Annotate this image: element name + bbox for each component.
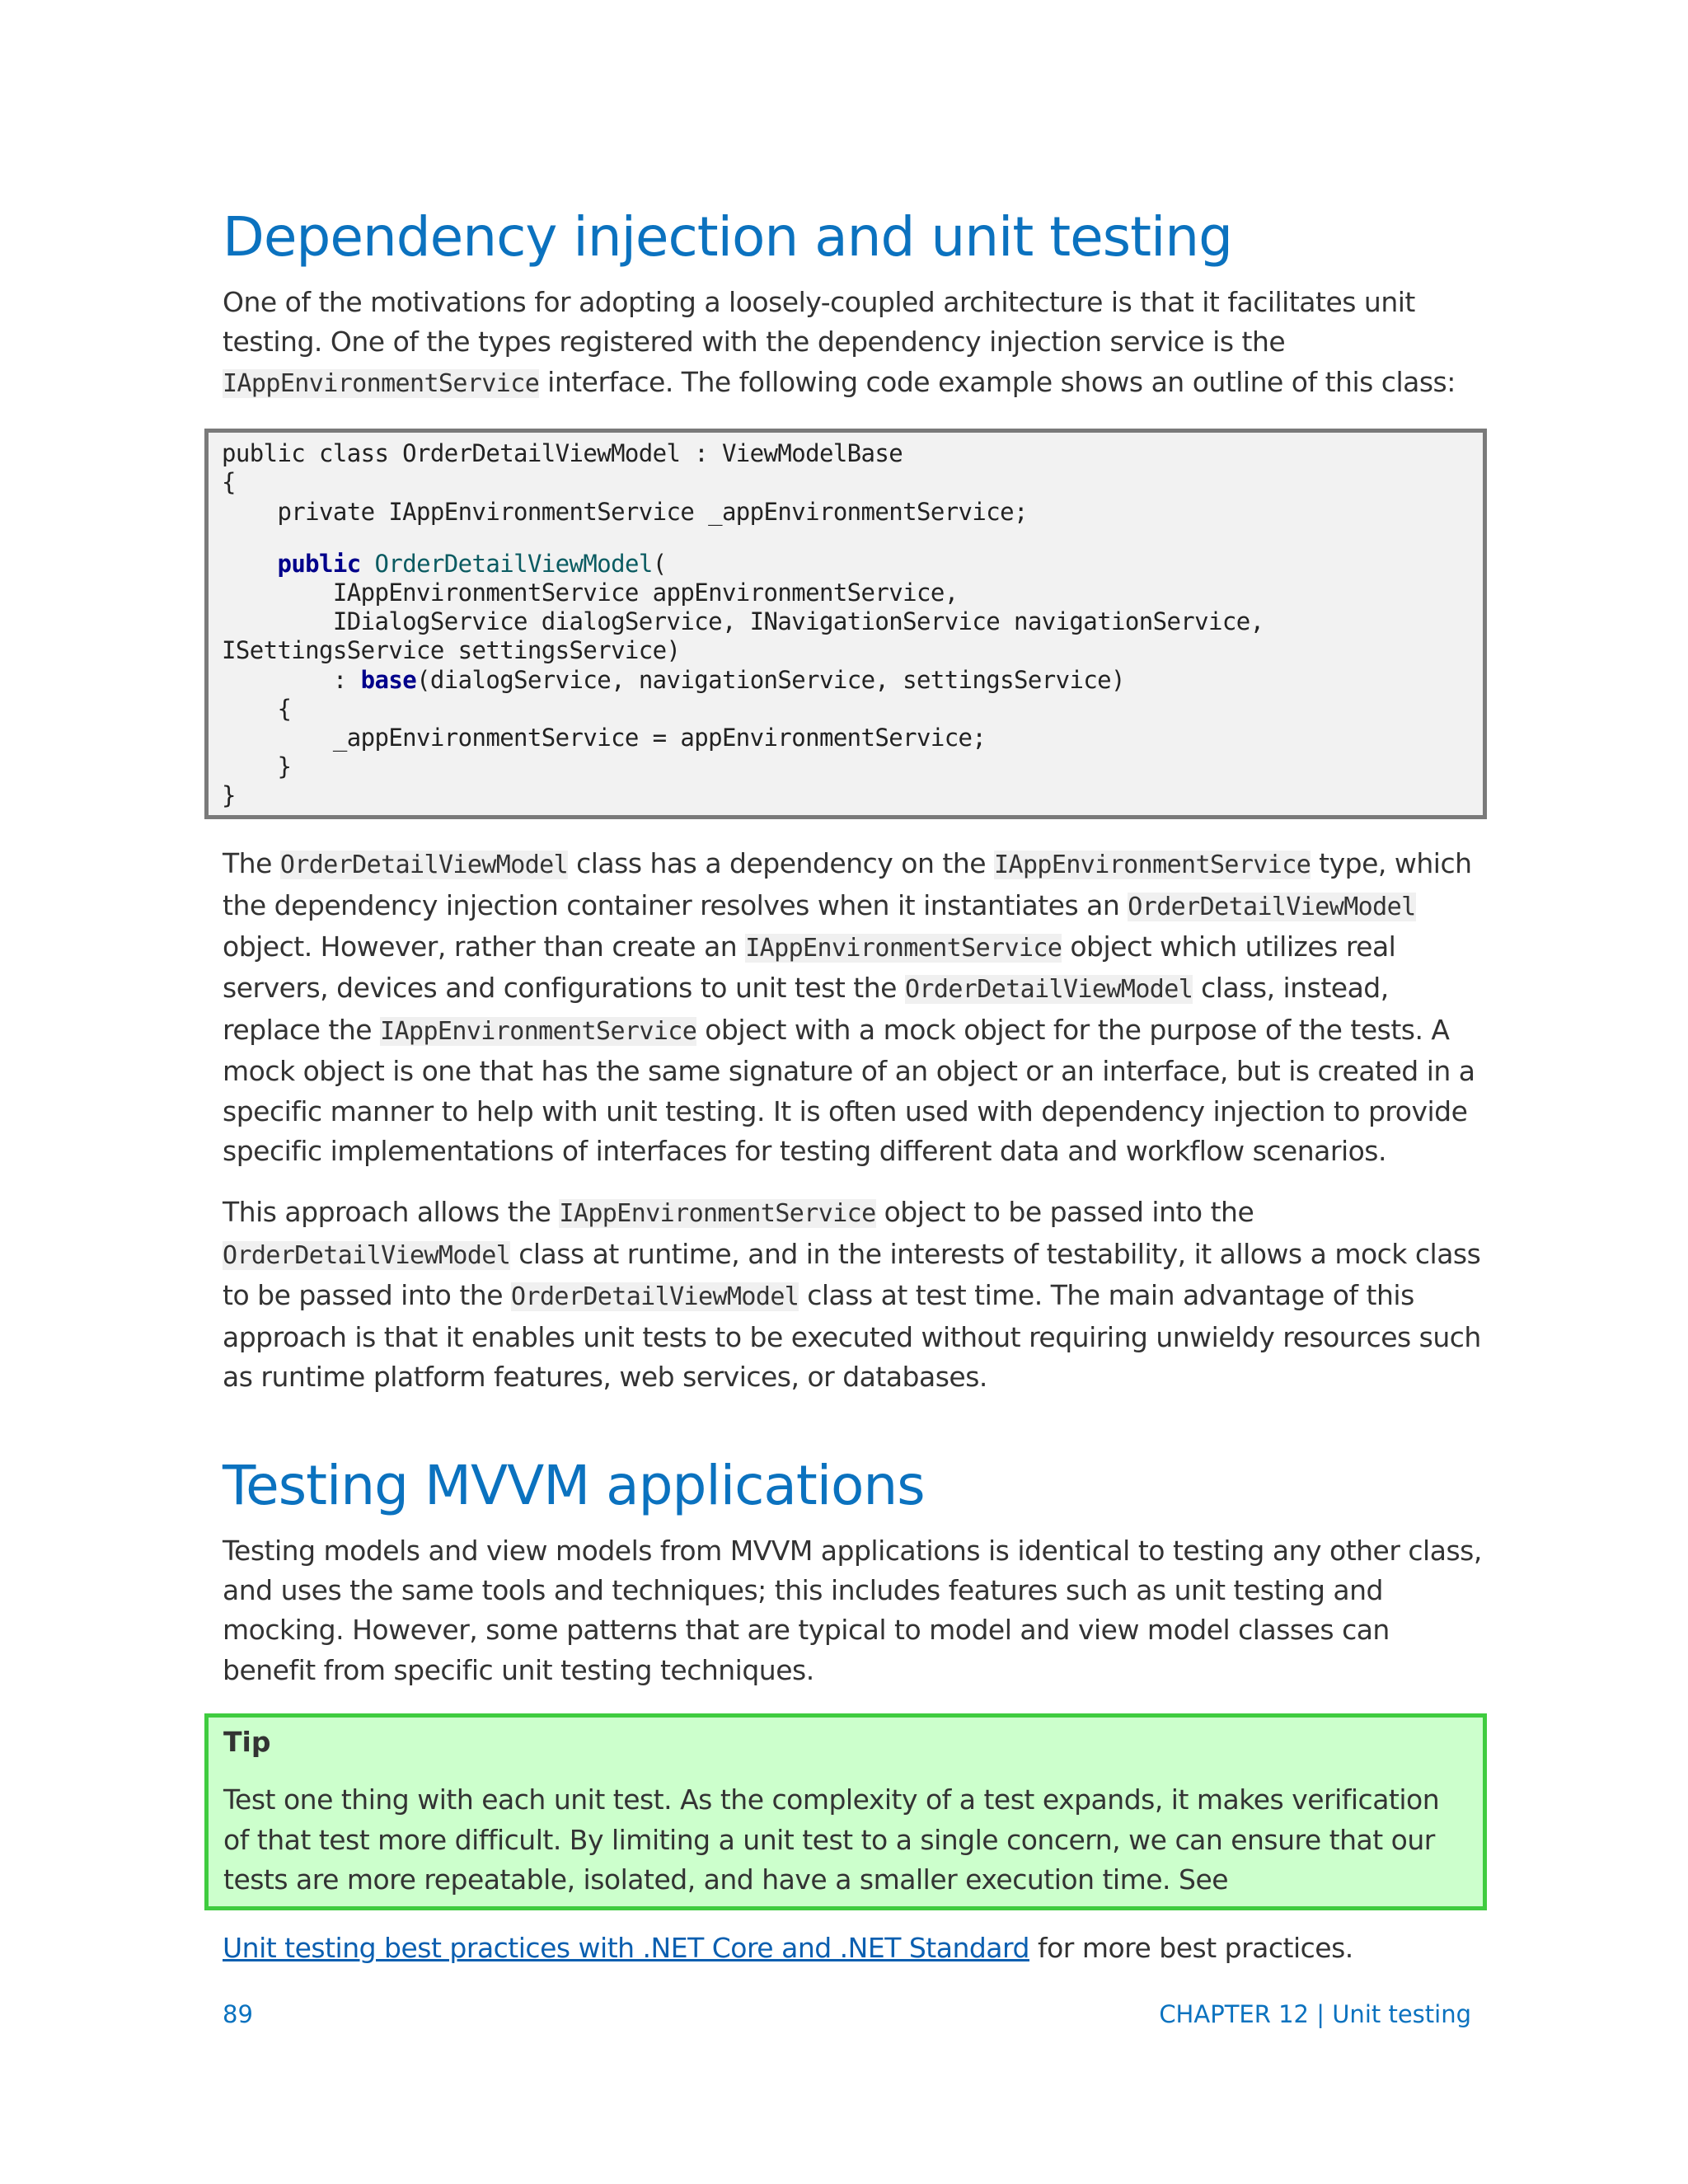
- text-run: One of the motivations for adopting a loosely-coupled architecture is that it facilitates unit testing. One of the types registered with the dependency injection service is the: [223, 286, 1415, 359]
- code-indent: [222, 550, 277, 578]
- page-number: 89: [223, 2000, 253, 2028]
- inline-code: OrderDetailViewModel: [223, 1240, 511, 1270]
- best-practices-link[interactable]: Unit testing best practices with .NET Core and .NET Standard: [223, 1932, 1029, 1965]
- code-keyword: public: [277, 549, 361, 578]
- page-content: [223, 202, 1484, 1969]
- code-space: [361, 550, 375, 578]
- code-line: _appEnvironmentService = appEnvironmentService;: [222, 724, 987, 752]
- code-text: :: [222, 665, 361, 694]
- text-run: class has a dependency on the: [568, 847, 995, 880]
- code-text: (dialogService, navigationService, settingsService): [416, 665, 1125, 694]
- code-line: IDialogService dialogService, INavigationService navigationService,: [222, 607, 1264, 636]
- code-line: public class OrderDetailViewModel : ViewModelBase: [222, 439, 903, 468]
- inline-code: OrderDetailViewModel: [1128, 892, 1416, 921]
- mvvm-paragraph: Testing models and view models from MVVM applications is identical to testing any other class, and uses the same tools and techniques; this includes features such as unit testing and mocking. However, some patterns that are typical to model and view model classes can benefit from specific unit testing techniques.: [223, 1534, 1482, 1686]
- text-run: object with a mock object for the purpose of the tests. A mock object is one that has the same signature of an object or an interface, but is created in a specific manner to help with unit testing. It is often used with dependency injection to provide specific implementations of interfaces for testing different data and workflow scenarios.: [223, 1013, 1475, 1168]
- text-run: object. However, rather than create an: [223, 930, 746, 963]
- text-run: class at test time. The main advantage of this approach is that it enables unit tests to be executed without requiring unwieldy resources such as runtime platform features, web services, or databases.: [223, 1279, 1481, 1394]
- code-text: (: [652, 549, 667, 578]
- code-line: private IAppEnvironmentService _appEnvironmentService;: [222, 497, 1028, 526]
- best-practices-paragraph: [223, 1929, 1484, 1968]
- text-run: class, instead, replace the: [223, 972, 1389, 1046]
- approach-paragraph: [223, 1193, 1484, 1397]
- code-line: ISettingsService settingsService): [222, 636, 681, 665]
- intro-paragraph: [223, 283, 1484, 404]
- text-run: type, which the dependency injection container resolves when it instantiates an: [223, 847, 1472, 921]
- tip-title: Tip: [223, 1726, 271, 1759]
- code-line: IAppEnvironmentService appEnvironmentService,: [222, 579, 959, 607]
- text-run: object which utilizes real servers, devices and configurations to unit test the: [223, 930, 1396, 1005]
- code-line: }: [222, 752, 292, 781]
- tip-box: [204, 1713, 1487, 1910]
- inline-code: IAppEnvironmentService: [994, 851, 1311, 880]
- text-run: for more best practices.: [1029, 1932, 1353, 1965]
- inline-code: OrderDetailViewModel: [904, 975, 1193, 1005]
- inline-code: OrderDetailViewModel: [279, 851, 569, 880]
- code-type: OrderDetailViewModel: [374, 549, 653, 578]
- code-line: }: [222, 781, 236, 810]
- code-keyword: base: [360, 665, 417, 694]
- inline-code: IAppEnvironmentService: [559, 1199, 876, 1229]
- inline-code: IAppEnvironmentService: [223, 368, 540, 398]
- code-line: [222, 550, 1470, 579]
- code-blank-line: [222, 527, 1470, 550]
- code-line: [222, 666, 1470, 695]
- code-line: {: [222, 468, 236, 497]
- text-run: The: [223, 847, 280, 880]
- inline-code: IAppEnvironmentService: [380, 1016, 697, 1046]
- code-block: [204, 429, 1487, 819]
- inline-code: OrderDetailViewModel: [511, 1282, 799, 1312]
- text-run: This approach allows the: [223, 1196, 560, 1229]
- text-run: interface. The following code example shows an outline of this class:: [539, 365, 1456, 398]
- chapter-label: CHAPTER 12 | Unit testing: [1159, 2000, 1471, 2028]
- text-run: object to be passed into the: [875, 1196, 1254, 1229]
- section-heading-dependency-injection: Dependency injection and unit testing: [223, 205, 1233, 269]
- tip-body: Test one thing with each unit test. As the complexity of a test expands, it makes verification of that test more difficult. By limiting a unit test to a single concern, we can ensure that our tests are more repeatable, isolated, and have a smaller execution time. See: [223, 1783, 1440, 1896]
- dependency-paragraph: [223, 844, 1484, 1171]
- code-line: {: [222, 694, 292, 723]
- inline-code: IAppEnvironmentService: [745, 934, 1062, 963]
- text-run: class at runtime, and in the interests of testability, it allows a mock class to be passed into the: [223, 1237, 1481, 1312]
- section-heading-testing-mvvm: Testing MVVM applications: [223, 1453, 925, 1517]
